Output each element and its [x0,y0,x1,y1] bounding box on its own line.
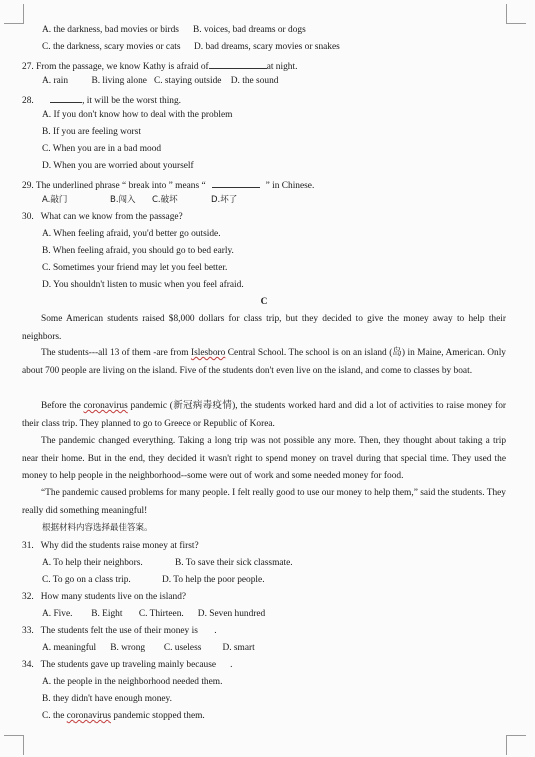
crop-mark-top-left-v [23,4,24,24]
q29-option-c: C.破坏 [152,195,178,205]
crop-mark-bottom-left-h [4,735,24,736]
q34-c-text-a: C. the [42,711,67,721]
q28-stem [22,92,181,107]
passage-paragraph-5: “The pandemic caused problems for many people. I felt really good to use our money to help them,” said the students. They really did something meaningful! [22,488,506,516]
p2-text-a: The students---all 13 of them -are from [41,348,191,358]
p3-text-b: pandemic (新冠病毒疫情), the students worked hard and did a lot of activities to raise money for their class trip. They planned to go to Greece or Republic of Korea. [22,401,506,429]
q28-option-c: C. When you are in a bad mood [42,144,162,154]
q33-stem: 33. The students felt the use of their money is . [22,626,217,636]
q30-option-a: A. When feeling afraid, you'd better go outside. [42,229,221,239]
q29-stem-before: 29. The underlined phrase “ break into ” means “ [22,181,206,191]
q31-option-b: B. To save their sick classmate. [175,558,293,568]
q32-options: A. Five. B. Eight C. Thirteen. D. Seven hundred [42,609,266,619]
p3-text-a: Before the [41,401,84,411]
q28-option-a: A. If you don't know how to deal with the problem [42,110,233,120]
instruction-text: 根据材料内容选择最佳答案。 [42,523,153,533]
q34-option-a: A. the people in the neighborhood needed them. [42,677,223,687]
q28-stem-after: , it will be the worst thing. [82,96,182,106]
q27-stem-after: at night. [266,62,298,72]
q28-blank [50,92,82,103]
q30-stem: 30. What can we know from the passage? [22,212,183,222]
p2-text-b: Central School. The school is on an island (岛) in Maine, American. Only about 700 people are living on the island. Five of the students don't even live on the island, and come to classes by boat. [22,348,506,376]
q33-options: A. meaningful B. wrong C. useless D. smart [42,643,255,653]
q31-option-c: C. To go on a class trip. [42,575,131,585]
q27-options: A. rain B. living alone C. staying outside D. the sound [42,76,279,86]
q29-option-b: B.闯入 [110,195,136,205]
q29-stem-after: ” in Chinese. [265,181,315,191]
q27-stem [22,58,297,73]
q34-option-b: B. they didn't have enough money. [42,694,172,704]
q26-option-a: A. the darkness, bad movies or birds [42,25,179,35]
crop-mark-top-right-v [506,4,507,24]
q31-stem: 31. Why did the students raise money at first? [22,541,199,551]
q32-stem: 32. How many students live on the island? [22,592,187,602]
passage-paragraph-4: The pandemic changed everything. Taking a long trip was not possible any more. Then, they thought about taking a trip near their home. But in the end, they decided it wasn't right to spend money on travel during that special time. They used the money to help people in the neighborhood--some were out of work and some needed money for food. [22,436,506,481]
q34-c-coronavirus: coronavirus [66,711,112,721]
q26-option-c: C. the darkness, scary movies or cats [42,42,181,52]
crop-mark-bottom-left-v [23,735,24,755]
q30-option-d: D. You shouldn't listen to music when you feel afraid. [42,280,244,290]
q31-option-d: D. To help the poor people. [162,575,265,585]
q30-option-b: B. When feeling afraid, you should go to bed early. [42,246,234,256]
p3-coronavirus: coronavirus [83,401,128,411]
q31-option-a: A. To help their neighbors. [42,558,143,568]
q29-option-d: D.坏了 [211,195,238,205]
q34-option-c [42,710,205,722]
q28-option-b: B. If you are feeling worst [42,127,141,137]
q27-stem-before: 27. From the passage, we know Kathy is afraid of [22,62,209,72]
q26-option-b: B. voices, bad dreams or dogs [193,25,306,35]
p2-school-name: Islesboro [190,348,226,358]
q30-option-c: C. Sometimes your friend may let you feel better. [42,263,228,273]
q28-option-d: D. When you are worried about yourself [42,161,194,171]
q27-blank [209,58,267,69]
q28-number: 28. [22,96,34,106]
crop-mark-bottom-right-v [506,735,507,755]
passage-paragraph-2 [22,345,506,380]
crop-mark-top-left-h [4,23,24,24]
section-heading: C [260,297,268,307]
crop-mark-bottom-right-h [506,735,526,736]
passage-paragraph-3 [22,398,506,433]
crop-mark-top-right-h [506,23,526,24]
q29-option-a: A.敲门 [42,195,68,205]
q29-blank [212,177,260,188]
q34-stem: 34. The students gave up traveling mainly because . [22,660,233,670]
passage-paragraph-1: Some American students raised $8,000 dollars for class trip, but they decided to give the money away to help their neighbors. [22,314,506,342]
q34-c-text-b: pandemic stopped them. [111,711,205,721]
q29-stem [22,177,314,192]
q26-option-d: D. bad dreams, scary movies or snakes [194,42,340,52]
